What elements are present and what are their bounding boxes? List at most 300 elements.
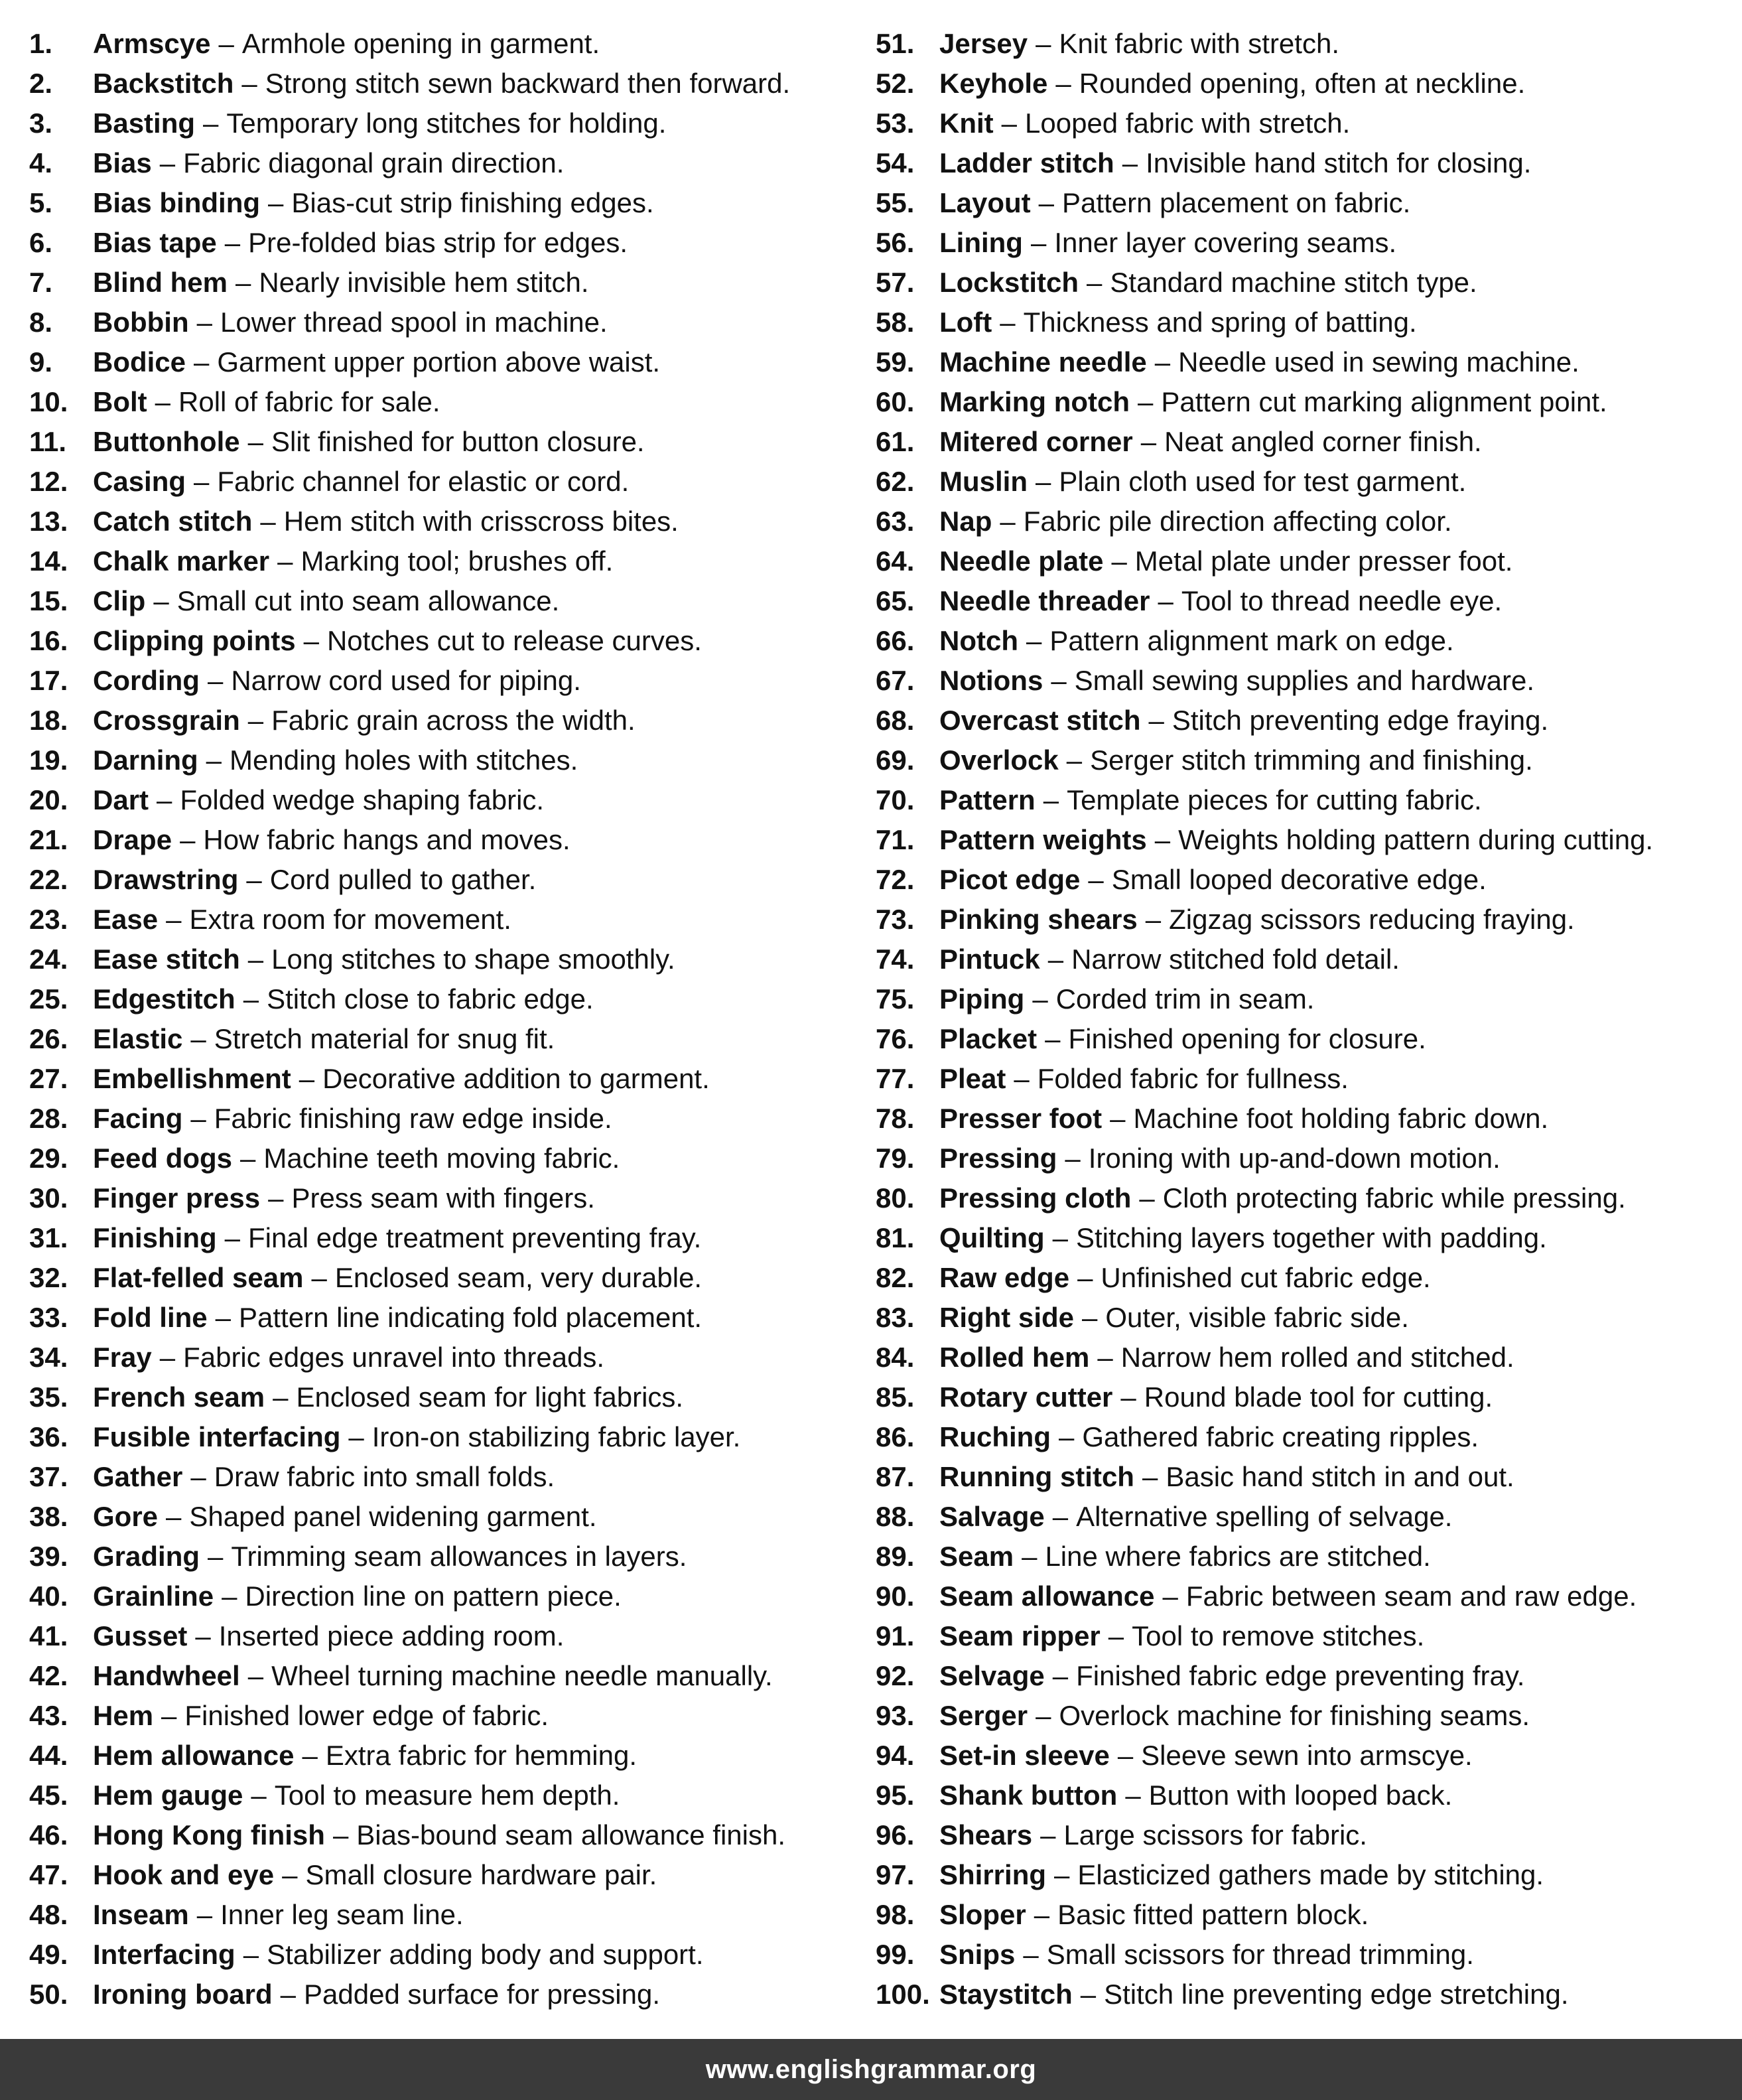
entry-term: Snips xyxy=(939,1939,1016,1970)
entry-number: 25. xyxy=(29,983,68,1015)
entry-separator: – xyxy=(1111,545,1127,577)
entry-definition: Folded wedge shaping fabric. xyxy=(180,784,545,815)
entry-term: Marking notch xyxy=(939,386,1130,417)
entry-separator: – xyxy=(1110,1103,1126,1134)
entry-number: 9. xyxy=(29,346,53,378)
entry-separator: – xyxy=(1052,1222,1068,1253)
entry-number: 28. xyxy=(29,1103,68,1134)
glossary-entry xyxy=(29,1417,858,1457)
entry-term: Blind hem xyxy=(93,267,228,298)
entry-separator: – xyxy=(1043,784,1059,815)
glossary-entry xyxy=(29,1178,858,1218)
glossary-entry xyxy=(876,183,1738,223)
entry-number: 45. xyxy=(29,1780,68,1811)
entry-number: 37. xyxy=(29,1461,68,1492)
entry-number: 91. xyxy=(876,1620,915,1651)
entry-term: Lining xyxy=(939,227,1023,258)
entry-separator: – xyxy=(311,1262,327,1293)
glossary-entry xyxy=(29,1776,858,1815)
entry-separator: – xyxy=(1120,1381,1136,1413)
entry-definition: Temporary long stitches for holding. xyxy=(226,107,667,139)
entry-separator: – xyxy=(1142,1461,1158,1492)
entry-definition: Outer, visible fabric side. xyxy=(1105,1302,1409,1333)
glossary-entry xyxy=(29,1218,858,1258)
glossary-entry xyxy=(876,1537,1738,1576)
entry-separator: – xyxy=(203,107,219,139)
entry-number: 5. xyxy=(29,187,53,218)
entry-term: Presser foot xyxy=(939,1103,1103,1134)
entry-separator: – xyxy=(190,1103,206,1134)
entry-separator: – xyxy=(1000,307,1016,338)
entry-definition: Stitch line preventing edge stretching. xyxy=(1104,1979,1569,2010)
entry-term: Drawstring xyxy=(93,864,239,895)
glossary-entry xyxy=(29,382,858,422)
entry-separator: – xyxy=(282,1859,298,1890)
entry-number: 49. xyxy=(29,1939,68,1970)
glossary-entry xyxy=(876,24,1738,64)
entry-number: 54. xyxy=(876,147,915,178)
entry-definition: Machine foot holding fabric down. xyxy=(1133,1103,1549,1134)
entry-separator: – xyxy=(1162,1580,1178,1612)
entry-term: Seam ripper xyxy=(939,1620,1101,1651)
entry-definition: Round blade tool for cutting. xyxy=(1144,1381,1493,1413)
entry-number: 61. xyxy=(876,426,915,457)
entry-separator: – xyxy=(195,1620,211,1651)
entry-separator: – xyxy=(155,386,171,417)
glossary-entry xyxy=(876,860,1738,900)
entry-term: Seam xyxy=(939,1541,1014,1572)
entry-term: Fold line xyxy=(93,1302,208,1333)
entry-term: Darning xyxy=(93,744,198,776)
entry-number: 66. xyxy=(876,625,915,656)
entry-number: 94. xyxy=(876,1740,915,1771)
entry-number: 82. xyxy=(876,1262,915,1293)
entry-number: 1. xyxy=(29,28,53,59)
glossary-entry xyxy=(876,1457,1738,1497)
entry-definition: Trimming seam allowances in layers. xyxy=(231,1541,687,1572)
entry-definition: Knit fabric with stretch. xyxy=(1059,28,1339,59)
entry-term: Hem gauge xyxy=(93,1780,243,1811)
glossary-entry xyxy=(876,661,1738,701)
entry-definition: Pattern cut marking alignment point. xyxy=(1161,386,1607,417)
entry-separator: – xyxy=(218,28,234,59)
entry-separator: – xyxy=(222,1580,237,1612)
glossary-entry xyxy=(29,1338,858,1377)
glossary-entry xyxy=(876,1656,1738,1696)
glossary-entry xyxy=(29,780,858,820)
entry-separator: – xyxy=(161,1700,177,1731)
entry-definition: Inner layer covering seams. xyxy=(1054,227,1397,258)
entry-definition: Serger stitch trimming and finishing. xyxy=(1090,744,1533,776)
entry-definition: Fabric grain across the width. xyxy=(271,705,636,736)
entry-number: 26. xyxy=(29,1023,68,1054)
entry-term: Hong Kong finish xyxy=(93,1819,325,1851)
glossary-entry xyxy=(876,1975,1738,2014)
entry-number: 36. xyxy=(29,1421,68,1452)
glossary-entry xyxy=(876,1338,1738,1377)
entry-definition: Ironing with up-and-down motion. xyxy=(1088,1143,1501,1174)
glossary-entry xyxy=(876,1895,1738,1935)
entry-definition: Mending holes with stitches. xyxy=(230,744,578,776)
entry-definition: Long stitches to shape smoothly. xyxy=(271,944,675,975)
entry-number: 57. xyxy=(876,267,915,298)
entry-definition: Needle used in sewing machine. xyxy=(1178,346,1579,378)
entry-number: 27. xyxy=(29,1063,68,1094)
entry-term: Jersey xyxy=(939,28,1028,59)
entry-number: 92. xyxy=(876,1660,915,1691)
glossary-entry xyxy=(876,263,1738,303)
glossary-entry xyxy=(876,462,1738,502)
entry-number: 73. xyxy=(876,904,915,935)
glossary-entry xyxy=(29,661,858,701)
entry-number: 17. xyxy=(29,665,68,696)
entry-term: Mitered corner xyxy=(939,426,1133,457)
entry-term: Shank button xyxy=(939,1780,1118,1811)
glossary-entry xyxy=(29,1935,858,1975)
entry-number: 58. xyxy=(876,307,915,338)
entry-term: Pleat xyxy=(939,1063,1006,1094)
entry-number: 20. xyxy=(29,784,68,815)
entry-definition: Standard machine stitch type. xyxy=(1110,267,1477,298)
entry-number: 34. xyxy=(29,1342,68,1373)
entry-separator: – xyxy=(1001,107,1018,139)
entry-number: 8. xyxy=(29,307,53,338)
entry-term: Ladder stitch xyxy=(939,147,1114,178)
glossary-entry xyxy=(29,820,858,860)
glossary-entry xyxy=(876,1815,1738,1855)
entry-separator: – xyxy=(1125,1780,1141,1811)
entry-separator: – xyxy=(1030,227,1047,258)
entry-number: 10. xyxy=(29,386,68,417)
entry-number: 51. xyxy=(876,28,915,59)
entry-term: Casing xyxy=(93,466,186,497)
entry-separator: – xyxy=(1097,1342,1113,1373)
glossary-column-left xyxy=(29,24,858,2014)
glossary-entry xyxy=(876,1019,1738,1059)
entry-separator: – xyxy=(1022,1541,1038,1572)
entry-separator: – xyxy=(153,585,169,616)
entry-definition: Small sewing supplies and hardware. xyxy=(1074,665,1535,696)
entry-definition: Roll of fabric for sale. xyxy=(178,386,440,417)
entry-separator: – xyxy=(1065,1143,1081,1174)
entry-separator: – xyxy=(280,1979,297,2010)
glossary-entry xyxy=(29,581,858,621)
entry-term: Gather xyxy=(93,1461,183,1492)
glossary-entry xyxy=(876,422,1738,462)
entry-definition: Template pieces for cutting fabric. xyxy=(1067,784,1482,815)
entry-definition: Stitch preventing edge fraying. xyxy=(1172,705,1549,736)
entry-definition: Decorative addition to garment. xyxy=(322,1063,710,1094)
entry-term: Pressing cloth xyxy=(939,1182,1132,1214)
entry-separator: – xyxy=(348,1421,364,1452)
footer-bar xyxy=(0,2039,1742,2100)
entry-number: 38. xyxy=(29,1501,68,1532)
glossary-entry xyxy=(29,64,858,104)
entry-definition: Inner leg seam line. xyxy=(220,1899,464,1930)
entry-definition: Press seam with fingers. xyxy=(291,1182,595,1214)
entry-separator: – xyxy=(243,1939,259,1970)
glossary-entry xyxy=(876,740,1738,780)
entry-definition: Small closure hardware pair. xyxy=(305,1859,657,1890)
entry-definition: Rounded opening, often at neckline. xyxy=(1079,68,1526,99)
entry-separator: – xyxy=(1108,1620,1124,1651)
entry-term: Machine needle xyxy=(939,346,1147,378)
entry-number: 98. xyxy=(876,1899,915,1930)
glossary-entry xyxy=(876,621,1738,661)
glossary-entry xyxy=(29,860,858,900)
entry-number: 88. xyxy=(876,1501,915,1532)
entry-definition: Slit finished for button closure. xyxy=(271,426,645,457)
entry-separator: – xyxy=(247,705,264,736)
entry-term: Needle plate xyxy=(939,545,1104,577)
glossary-entry xyxy=(876,940,1738,979)
entry-separator: – xyxy=(1077,1262,1093,1293)
entry-definition: Nearly invisible hem stitch. xyxy=(259,267,589,298)
entry-separator: – xyxy=(166,904,182,935)
entry-term: Flat-felled seam xyxy=(93,1262,304,1293)
entry-term: Hook and eye xyxy=(93,1859,275,1890)
entry-definition: Tool to measure hem depth. xyxy=(274,1780,620,1811)
entry-number: 53. xyxy=(876,107,915,139)
entry-term: Buttonhole xyxy=(93,426,240,457)
entry-number: 41. xyxy=(29,1620,68,1651)
entry-number: 67. xyxy=(876,665,915,696)
glossary-entry xyxy=(876,1178,1738,1218)
entry-separator: – xyxy=(1148,705,1164,736)
entry-definition: Enclosed seam, very durable. xyxy=(334,1262,703,1293)
glossary-entry xyxy=(29,462,858,502)
glossary-entry xyxy=(876,1059,1738,1099)
entry-definition: Basic hand stitch in and out. xyxy=(1166,1461,1514,1492)
entry-number: 2. xyxy=(29,68,53,99)
entry-term: Loft xyxy=(939,307,992,338)
entry-separator: – xyxy=(190,1461,206,1492)
entry-definition: Cloth protecting fabric while pressing. xyxy=(1162,1182,1626,1214)
entry-term: Overcast stitch xyxy=(939,705,1141,736)
entry-separator: – xyxy=(1038,187,1055,218)
entry-term: Needle threader xyxy=(939,585,1150,616)
entry-number: 31. xyxy=(29,1222,68,1253)
entry-separator: – xyxy=(206,744,222,776)
entry-separator: – xyxy=(1036,28,1051,59)
entry-number: 6. xyxy=(29,227,53,258)
entry-definition: Stitch close to fabric edge. xyxy=(267,983,594,1015)
entry-definition: Bias-bound seam allowance finish. xyxy=(356,1819,785,1851)
entry-separator: – xyxy=(159,147,176,178)
glossary-entry xyxy=(29,1059,858,1099)
entry-separator: – xyxy=(1082,1302,1098,1333)
entry-separator: – xyxy=(196,307,212,338)
glossary-entry xyxy=(876,1139,1738,1178)
glossary-entry xyxy=(876,1776,1738,1815)
entry-separator: – xyxy=(1088,864,1104,895)
entry-separator: – xyxy=(166,1501,182,1532)
glossary-entry xyxy=(29,183,858,223)
entry-separator: – xyxy=(1000,506,1016,537)
entry-separator: – xyxy=(1052,1501,1069,1532)
entry-term: Pressing xyxy=(939,1143,1057,1174)
entry-number: 64. xyxy=(876,545,915,577)
entry-number: 19. xyxy=(29,744,68,776)
entry-number: 63. xyxy=(876,506,915,537)
entry-definition: Narrow cord used for piping. xyxy=(231,665,581,696)
glossary-entry xyxy=(876,1855,1738,1895)
entry-term: Feed dogs xyxy=(93,1143,233,1174)
glossary-entry xyxy=(29,1019,858,1059)
entry-number: 52. xyxy=(876,68,915,99)
entry-definition: Final edge treatment preventing fray. xyxy=(248,1222,702,1253)
entry-definition: Lower thread spool in machine. xyxy=(220,307,608,338)
entry-number: 55. xyxy=(876,187,915,218)
entry-definition: Invisible hand stitch for closing. xyxy=(1146,147,1532,178)
entry-term: Rolled hem xyxy=(939,1342,1090,1373)
entry-separator: – xyxy=(1138,386,1154,417)
entry-term: Clipping points xyxy=(93,625,296,656)
glossary-entry xyxy=(876,382,1738,422)
entry-definition: Thickness and spring of batting. xyxy=(1023,307,1417,338)
entry-separator: – xyxy=(240,1143,256,1174)
entry-term: Staystitch xyxy=(939,1979,1073,2010)
entry-definition: Zigzag scissors reducing fraying. xyxy=(1169,904,1575,935)
entry-separator: – xyxy=(1014,1063,1030,1094)
entry-term: Fray xyxy=(93,1342,152,1373)
entry-separator: – xyxy=(1032,983,1048,1015)
entry-separator: – xyxy=(260,506,276,537)
entry-separator: – xyxy=(215,1302,232,1333)
glossary-entry xyxy=(29,303,858,342)
entry-term: Keyhole xyxy=(939,68,1048,99)
entry-number: 80. xyxy=(876,1182,915,1214)
glossary-entry xyxy=(29,24,858,64)
entry-definition: Wheel turning machine needle manually. xyxy=(271,1660,773,1691)
entry-term: Piping xyxy=(939,983,1025,1015)
entry-separator: – xyxy=(1117,1740,1134,1771)
entry-term: Fusible interfacing xyxy=(93,1421,341,1452)
entry-term: Bias xyxy=(93,147,152,178)
entry-definition: Pre-folded bias strip for edges. xyxy=(248,227,628,258)
entry-number: 60. xyxy=(876,386,915,417)
entry-separator: – xyxy=(1052,1660,1069,1691)
glossary-entry xyxy=(29,104,858,143)
glossary-entry xyxy=(29,422,858,462)
entry-definition: Finished fabric edge preventing fray. xyxy=(1076,1660,1525,1691)
entry-separator: – xyxy=(1040,1819,1056,1851)
entry-term: Lockstitch xyxy=(939,267,1079,298)
entry-term: Interfacing xyxy=(93,1939,235,1970)
entry-definition: Folded fabric for fullness. xyxy=(1037,1063,1349,1094)
entry-definition: Fabric pile direction affecting color. xyxy=(1023,506,1452,537)
entry-number: 22. xyxy=(29,864,68,895)
glossary-entry xyxy=(29,1975,858,2014)
entry-term: Grainline xyxy=(93,1580,214,1612)
entry-number: 30. xyxy=(29,1182,68,1214)
entry-definition: Basic fitted pattern block. xyxy=(1057,1899,1369,1930)
entry-term: Edgestitch xyxy=(93,983,235,1015)
entry-separator: – xyxy=(1122,147,1138,178)
glossary-column-right xyxy=(876,24,1738,2014)
entry-number: 12. xyxy=(29,466,68,497)
entry-definition: Fabric channel for elastic or cord. xyxy=(217,466,630,497)
entry-number: 83. xyxy=(876,1302,915,1333)
entry-definition: Iron-on stabilizing fabric layer. xyxy=(371,1421,741,1452)
glossary-entry xyxy=(876,1417,1738,1457)
entry-separator: – xyxy=(1080,1979,1097,2010)
entry-definition: Corded trim in seam. xyxy=(1055,983,1315,1015)
entry-number: 90. xyxy=(876,1580,915,1612)
entry-term: Ease stitch xyxy=(93,944,240,975)
entry-separator: – xyxy=(332,1819,349,1851)
entry-separator: – xyxy=(1036,466,1051,497)
entry-definition: Draw fabric into small folds. xyxy=(214,1461,555,1492)
entry-number: 79. xyxy=(876,1143,915,1174)
entry-term: Armscye xyxy=(93,28,211,59)
entry-term: Bobbin xyxy=(93,307,189,338)
glossary-entry xyxy=(29,1815,858,1855)
glossary-entry xyxy=(29,900,858,940)
entry-term: Chalk marker xyxy=(93,545,270,577)
entry-number: 14. xyxy=(29,545,68,577)
glossary-entry xyxy=(876,342,1738,382)
entry-term: Serger xyxy=(939,1700,1028,1731)
entry-definition: Button with looped back. xyxy=(1148,1780,1453,1811)
entry-definition: Small looped decorative edge. xyxy=(1111,864,1487,895)
entry-term: Backstitch xyxy=(93,68,234,99)
entry-definition: Hem stitch with crisscross bites. xyxy=(283,506,679,537)
glossary-entry xyxy=(876,303,1738,342)
glossary-entry xyxy=(29,1139,858,1178)
entry-term: Ironing board xyxy=(93,1979,273,2010)
entry-separator: – xyxy=(1036,1700,1051,1731)
entry-number: 42. xyxy=(29,1660,68,1691)
entry-separator: – xyxy=(273,1381,289,1413)
entry-definition: Extra fabric for hemming. xyxy=(325,1740,637,1771)
entry-term: Cording xyxy=(93,665,200,696)
entry-definition: Stitching layers together with padding. xyxy=(1076,1222,1547,1253)
glossary-entry xyxy=(29,1298,858,1338)
entry-separator: – xyxy=(277,545,293,577)
entry-number: 69. xyxy=(876,744,915,776)
entry-definition: Pattern placement on fabric. xyxy=(1062,187,1411,218)
entry-definition: Narrow hem rolled and stitched. xyxy=(1120,1342,1514,1373)
entry-separator: – xyxy=(302,1740,318,1771)
entry-term: Picot edge xyxy=(939,864,1081,895)
entry-definition: Sleeve sewn into armscye. xyxy=(1141,1740,1473,1771)
entry-term: Gusset xyxy=(93,1620,188,1651)
entry-number: 39. xyxy=(29,1541,68,1572)
entry-separator: – xyxy=(180,824,196,855)
entry-number: 62. xyxy=(876,466,915,497)
entry-number: 99. xyxy=(876,1939,915,1970)
entry-term: Notch xyxy=(939,625,1018,656)
glossary-entry xyxy=(29,940,858,979)
entry-term: Pintuck xyxy=(939,944,1040,975)
entry-separator: – xyxy=(235,267,251,298)
entry-definition: Pattern alignment mark on edge. xyxy=(1049,625,1454,656)
entry-definition: Small cut into seam allowance. xyxy=(176,585,560,616)
entry-separator: – xyxy=(247,944,264,975)
entry-separator: – xyxy=(1140,426,1157,457)
entry-separator: – xyxy=(224,1222,241,1253)
glossary-entry xyxy=(876,64,1738,104)
entry-number: 32. xyxy=(29,1262,68,1293)
entry-number: 95. xyxy=(876,1780,915,1811)
entry-number: 46. xyxy=(29,1819,68,1851)
entry-number: 33. xyxy=(29,1302,68,1333)
glossary-entry xyxy=(29,263,858,303)
glossary-entry xyxy=(876,1497,1738,1537)
entry-separator: – xyxy=(190,1023,206,1054)
glossary-entry xyxy=(876,1576,1738,1616)
